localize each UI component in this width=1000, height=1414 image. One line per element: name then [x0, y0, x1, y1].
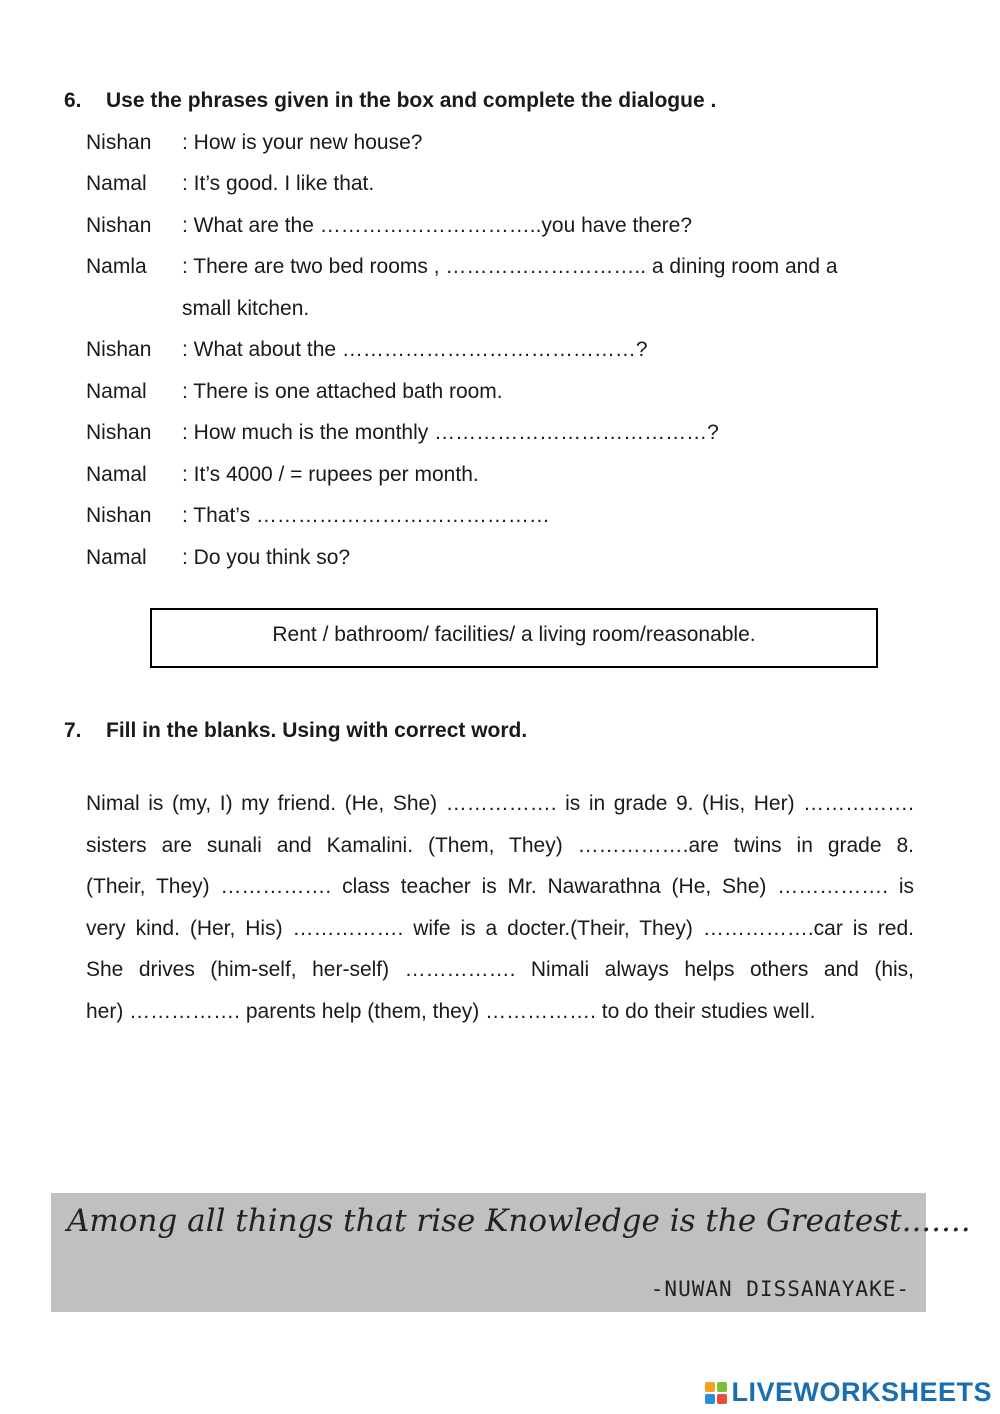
dialogue-speaker: Namal [86, 172, 147, 195]
liveworksheets-logo-icon [705, 1382, 727, 1404]
dialogue-speaker: Nishan [86, 338, 152, 361]
dialogue-line: : That’s …………………………………… [182, 504, 550, 527]
paragraph-line: her) ……………. parents help (them, they) ……………. to do their studies well. [86, 1000, 816, 1023]
phrase-box [150, 608, 878, 668]
dialogue-line: : It’s good. I like that. [182, 172, 375, 195]
quote-author: -NUWAN DISSANAYAKE- [650, 1277, 910, 1301]
paragraph-line: sisters are sunali and Kamalini. (Them, They) …………….are twins in grade 8. [86, 834, 914, 857]
question-title: Fill in the blanks. Using with correct word. [106, 719, 528, 742]
paragraph-line: Nimal is (my, I) my friend. (He, She) ……………. is in grade 9. (His, Her) ……………. [86, 792, 914, 815]
dialogue-speaker: Namal [86, 546, 147, 569]
dialogue-line: : It’s 4000 / = rupees per month. [182, 463, 479, 486]
quote-text: Among all things that rise Knowledge is the Greatest....... [67, 1203, 971, 1239]
dialogue-speaker: Namal [86, 380, 147, 403]
dialogue-line: : What about the ……………………………………? [182, 338, 648, 361]
paragraph-line: She drives (him-self, her-self) ……………. Nimali always helps others and (his, [86, 958, 914, 981]
dialogue-speaker: Nishan [86, 421, 152, 444]
question-6-heading [64, 89, 716, 113]
dialogue-line: : What are the …………………………..you have there? [182, 214, 693, 237]
phrase-box-text: Rent / bathroom/ facilities/ a living room/reasonable. [272, 623, 756, 646]
dialogue-line: : Do you think so? [182, 546, 351, 569]
question-7-heading [64, 719, 527, 743]
dialogue-line: : There are two bed rooms , ……………………….. a dining room and a [182, 255, 838, 278]
liveworksheets-brand[interactable] [705, 1377, 992, 1408]
brand-name: LIVEWORKSHEETS [731, 1377, 992, 1407]
paragraph-line: very kind. (Her, His) ……………. wife is a docter.(Their, They) …………….car is red. [86, 917, 914, 940]
dialogue-speaker: Nishan [86, 131, 152, 154]
dialogue-line: : There is one attached bath room. [182, 380, 503, 403]
dialogue-line: : How is your new house? [182, 131, 423, 154]
question-title: Use the phrases given in the box and complete the dialogue . [106, 89, 717, 112]
paragraph-line: (Their, They) ……………. class teacher is Mr. Nawarathna (He, She) ……………. is [86, 875, 914, 898]
dialogue-speaker: Namal [86, 463, 147, 486]
dialogue-line: : How much is the monthly …………………………………? [182, 421, 719, 444]
question-number: 6. [64, 89, 82, 112]
dialogue-speaker: Namla [86, 255, 147, 278]
question-number: 7. [64, 719, 82, 742]
dialogue-speaker: Nishan [86, 214, 152, 237]
dialogue-speaker: Nishan [86, 504, 152, 527]
dialogue-line: small kitchen. [182, 297, 310, 320]
quote-box [51, 1193, 971, 1312]
